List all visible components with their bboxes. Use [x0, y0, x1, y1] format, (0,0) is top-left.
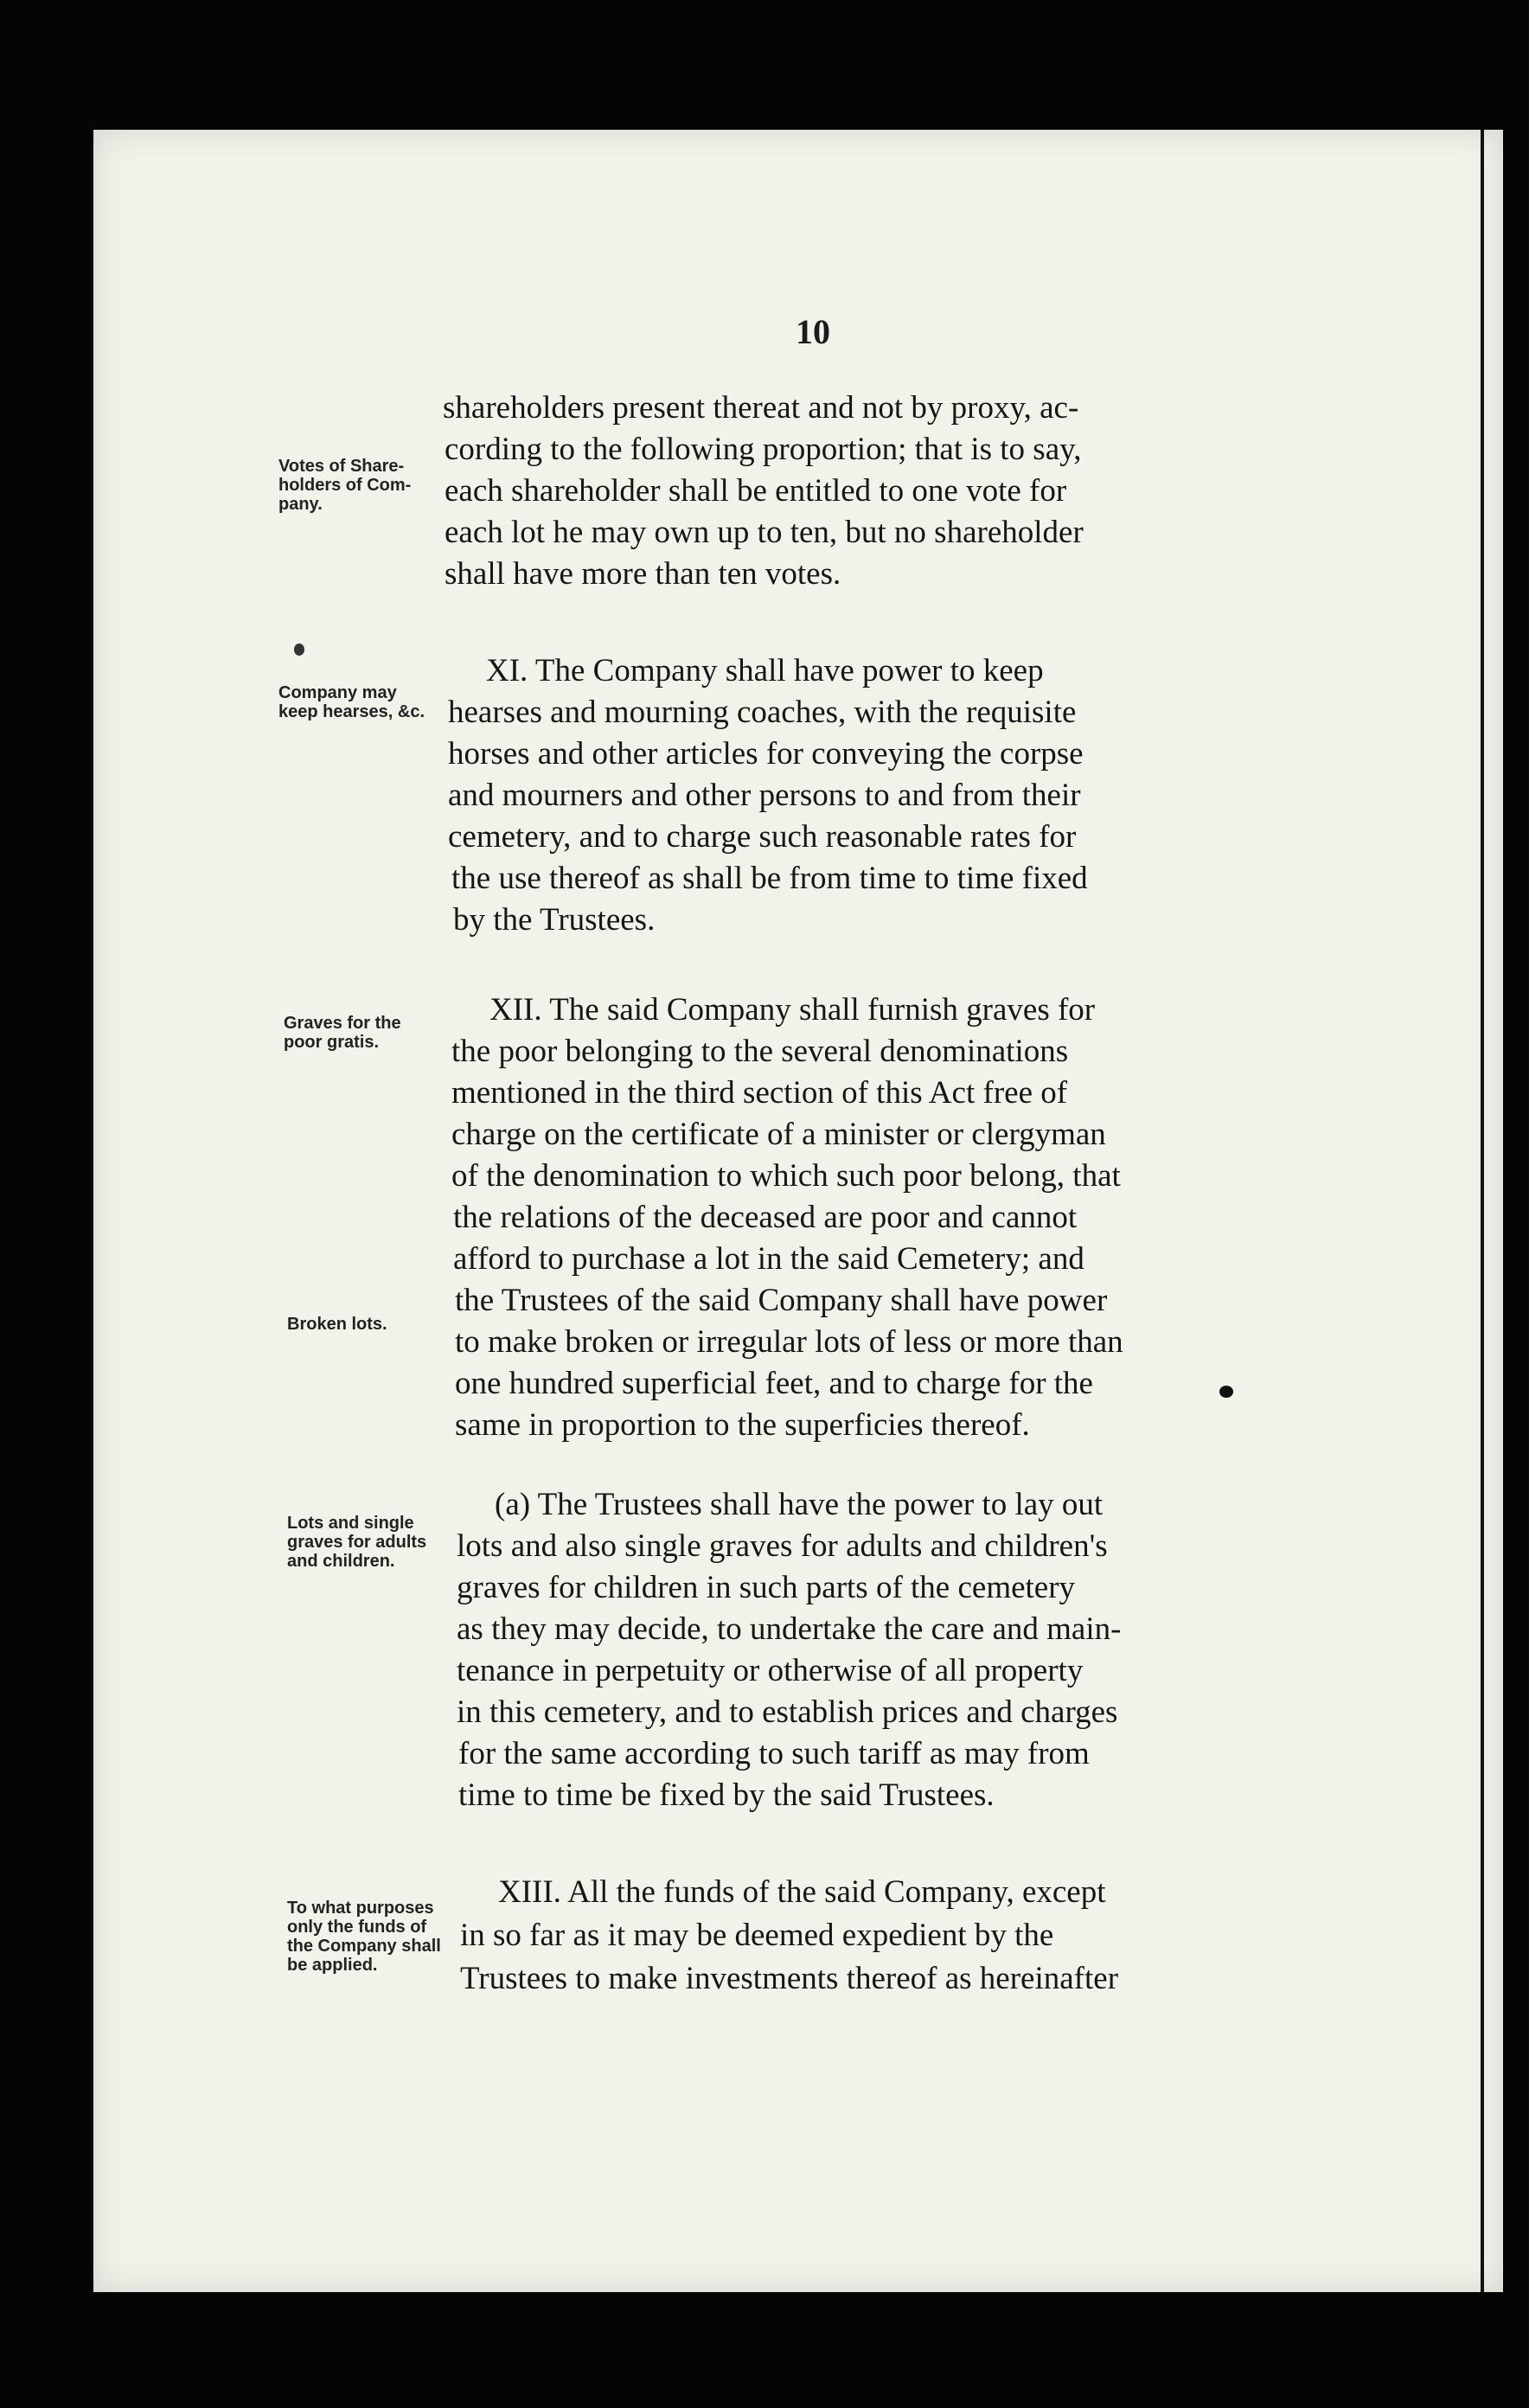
text-line: (a) The Trustees shall have the power to lay out: [495, 1487, 1104, 1522]
margin-note-broken-lots: Broken lots.: [287, 1315, 387, 1334]
text-line: cemetery, and to charge such reasonable rates for: [448, 819, 1077, 855]
text-line: graves for children in such parts of the cemetery: [457, 1570, 1076, 1605]
text-line: cording to the following proportion; that is to say,: [445, 432, 1082, 467]
text-line: same in proportion to the superficies thereof.: [455, 1407, 1030, 1443]
text-line: the poor belonging to the several denominations: [451, 1034, 1069, 1069]
text-line: and mourners and other persons to and from their: [448, 778, 1081, 813]
margin-note-graves-poor: Graves for the poor gratis.: [284, 1014, 401, 1052]
page-number: 10: [796, 312, 830, 351]
text-line: each lot he may own up to ten, but no shareholder: [445, 515, 1084, 550]
margin-note-votes: Votes of Share-holders of Com-pany.: [278, 457, 412, 514]
text-line: by the Trustees.: [453, 902, 656, 938]
text-line: the Trustees of the said Company shall have power: [455, 1283, 1108, 1318]
text-line: time to time be fixed by the said Trustees.: [458, 1777, 995, 1813]
text-line: hearses and mourning coaches, with the requisite: [448, 695, 1077, 730]
text-line: in this cemetery, and to establish prices and charges: [457, 1694, 1118, 1730]
page-edge: [1481, 130, 1484, 2292]
text-line: for the same according to such tariff as may from: [458, 1736, 1090, 1771]
margin-note-hearses: Company may keep hearses, &c.: [278, 683, 425, 721]
text-line: shall have more than ten votes.: [445, 556, 841, 592]
text-line: XIII. All the funds of the said Company, except: [498, 1874, 1106, 1910]
ink-mark: [294, 644, 304, 656]
text-line: one hundred superficial feet, and to charge for the: [455, 1366, 1093, 1401]
text-line: horses and other articles for conveying the corpse: [448, 736, 1084, 772]
text-line: to make broken or irregular lots of less or more than: [455, 1324, 1123, 1360]
text-line: shareholders present thereat and not by proxy, ac-: [443, 390, 1079, 426]
text-line: each shareholder shall be entitled to one vote for: [445, 473, 1067, 509]
text-line: charge on the certificate of a minister or clergyman: [451, 1117, 1106, 1152]
ink-mark: [1219, 1386, 1233, 1398]
text-line: in so far as it may be deemed expedient by the: [460, 1918, 1054, 1953]
text-line: mentioned in the third section of this Act free of: [451, 1075, 1068, 1111]
text-line: as they may decide, to undertake the care and main-: [457, 1611, 1122, 1647]
text-line: of the denomination to which such poor belong, that: [451, 1158, 1121, 1194]
text-line: XII. The said Company shall furnish graves for: [489, 992, 1096, 1028]
text-line: Trustees to make investments thereof as hereinafter: [460, 1961, 1119, 1996]
text-line: lots and also single graves for adults and children's: [457, 1528, 1108, 1564]
text-line: afford to purchase a lot in the said Cemetery; and: [453, 1241, 1084, 1277]
text-line: XI. The Company shall have power to keep: [486, 653, 1044, 688]
margin-note-funds: To what purposes only the funds of the Company shall be applied.: [287, 1899, 441, 1975]
text-line: tenance in perpetuity or otherwise of all property: [457, 1653, 1084, 1688]
margin-note-lots-single-graves: Lots and single graves for adults and children.: [287, 1514, 427, 1571]
text-line: the relations of the deceased are poor and cannot: [453, 1200, 1078, 1235]
text-line: the use thereof as shall be from time to time fixed: [451, 861, 1088, 896]
